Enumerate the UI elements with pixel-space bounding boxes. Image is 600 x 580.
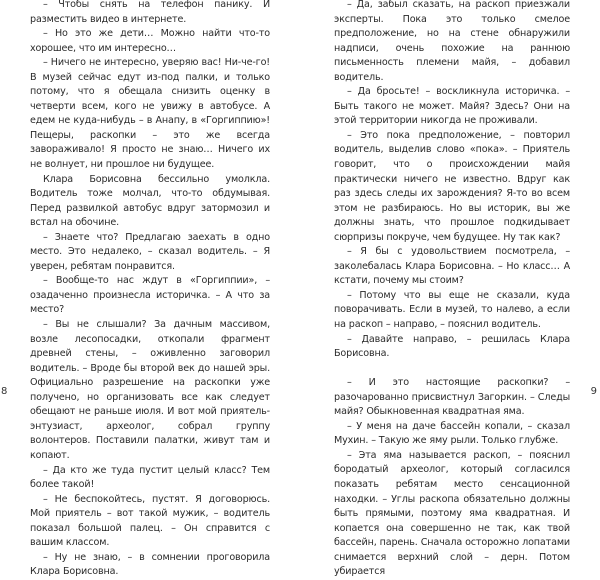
paragraph: – Вы не слышали? За дачным массивом, возле лесопосадки, откопали фрагмент древней стены, – оживленно заговорил водитель. – Вроде бы второй век до нашей эры. Официально разрешение на раскопки уже получено, но организовать все как следует обещают не раньше июля. И вот мой приятель-энтузиаст, археолог, собрал группу волонтеров. Поставили палатки, живут там и копают. bbox=[30, 319, 270, 461]
paragraph: – Это пока предположение, – повторил водитель, выделив слово «пока». – Приятель говорит, что о происхождении майя практически ничего не известно. Вдруг как раз здесь следы их зарождения? Я-то во всем этом не разбираюсь. Но вы историк, вы же должны знать, что прошлое подкидывает сюрпризы покруче, чем будущее. Ну так как? bbox=[334, 129, 570, 243]
right-page bbox=[300, 0, 600, 578]
paragraph: – Да бросьте! – воскликнула историчка. – Быть такого не может. Майя? Здесь? Они на этой территории никогда не проживали. bbox=[334, 86, 570, 127]
left-page-text-column bbox=[30, 0, 270, 580]
paragraph: – Эта яма называется раскоп, – пояснил бородатый археолог, который согласился показать ребятам место сенсационной находки. – Углы раскопа обязательно должны быть прямыми, поэтому яма квадратная. И копается она совершенно не так, как твой бассейн, парень. Сначала осторожно лопатами снимается верхний слой – дерн. Потом убирается bbox=[334, 449, 570, 578]
right-page-text-column bbox=[334, 0, 570, 580]
paragraph: – Потому что вы еще не сказали, куда поворачивать. Если в музей, то налево, а если на раскоп – направо, – пояснил водитель. bbox=[334, 289, 570, 331]
page-number: 9 bbox=[590, 386, 597, 397]
paragraph: – Да кто же туда пустит целый класс? Тем более такой! bbox=[30, 464, 270, 491]
paragraph: – Я бы с удовольствием посмотрела, – заколебалась Клара Борисовна. – Но класс… А кстати, почему мы стоим? bbox=[334, 246, 570, 287]
paragraph: – Да, забыл сказать, на раскоп приезжали эксперты. Пока это только смелое предположение, но на стене обнаружили надписи, очень похожие на раннюю письменность племени майя, – добавил водитель. bbox=[334, 0, 570, 83]
paragraph: – Давайте направо, – решилась Клара Борисовна. bbox=[334, 333, 570, 360]
paragraph: – Ну не знаю, – в сомнении проговорила Клара Борисовна. bbox=[30, 551, 270, 578]
paragraph: – Вообще-то нас ждут в «Горгиппии», – озадаченно произнесла историчка. – А что за место? bbox=[30, 275, 270, 316]
left-page bbox=[0, 0, 300, 578]
paragraph: – У меня на даче бассейн копали, – сказал Мухин. – Такую же яму рыли. Только глубже. bbox=[334, 420, 570, 447]
paragraph: Клара Борисовна бессильно умолкла. Водитель тоже молчал, что-то обдумывая. Перед развилкой автобус вдруг затормозил и встал на обочине. bbox=[30, 173, 270, 229]
paragraph: – И это настоящие раскопки? – разочарованно присвистнул Загоркин. – Следы майя? Обыкновенная квадратная яма. bbox=[334, 377, 570, 418]
paragraph: – Знаете что? Предлагаю заехать в одно место. Это недалеко, – сказал водитель. – Я уверен, ребятам понравится. bbox=[30, 231, 270, 272]
paragraph: – Чтобы снять на телефон панику. И разместить видео в интернете. bbox=[30, 0, 270, 25]
paragraph: – Ничего не интересно, уверяю вас! Ни-че-го! В музей сейчас едут из-под палки, и только потому, что я обещала снизить оценку в четверти всем, кого не увижу в автобусе. А едем не куда-нибудь – в Анапу, в «Горгиппию»! Пещеры, раскопки – это же всегда завораживало! Я просто не знаю… Ничего их не волнует, ни прошлое ни будущее. bbox=[30, 57, 270, 171]
page-number: 8 bbox=[1, 386, 8, 397]
paragraph: – Не беспокойтесь, пустят. Я договорюсь. Мой приятель – вот такой мужик, – водитель показал большой палец. – Он справится с вашим классом. bbox=[30, 493, 270, 549]
paragraph: – Но это же дети… Можно найти что-то хорошее, что им интересно… bbox=[30, 28, 270, 54]
